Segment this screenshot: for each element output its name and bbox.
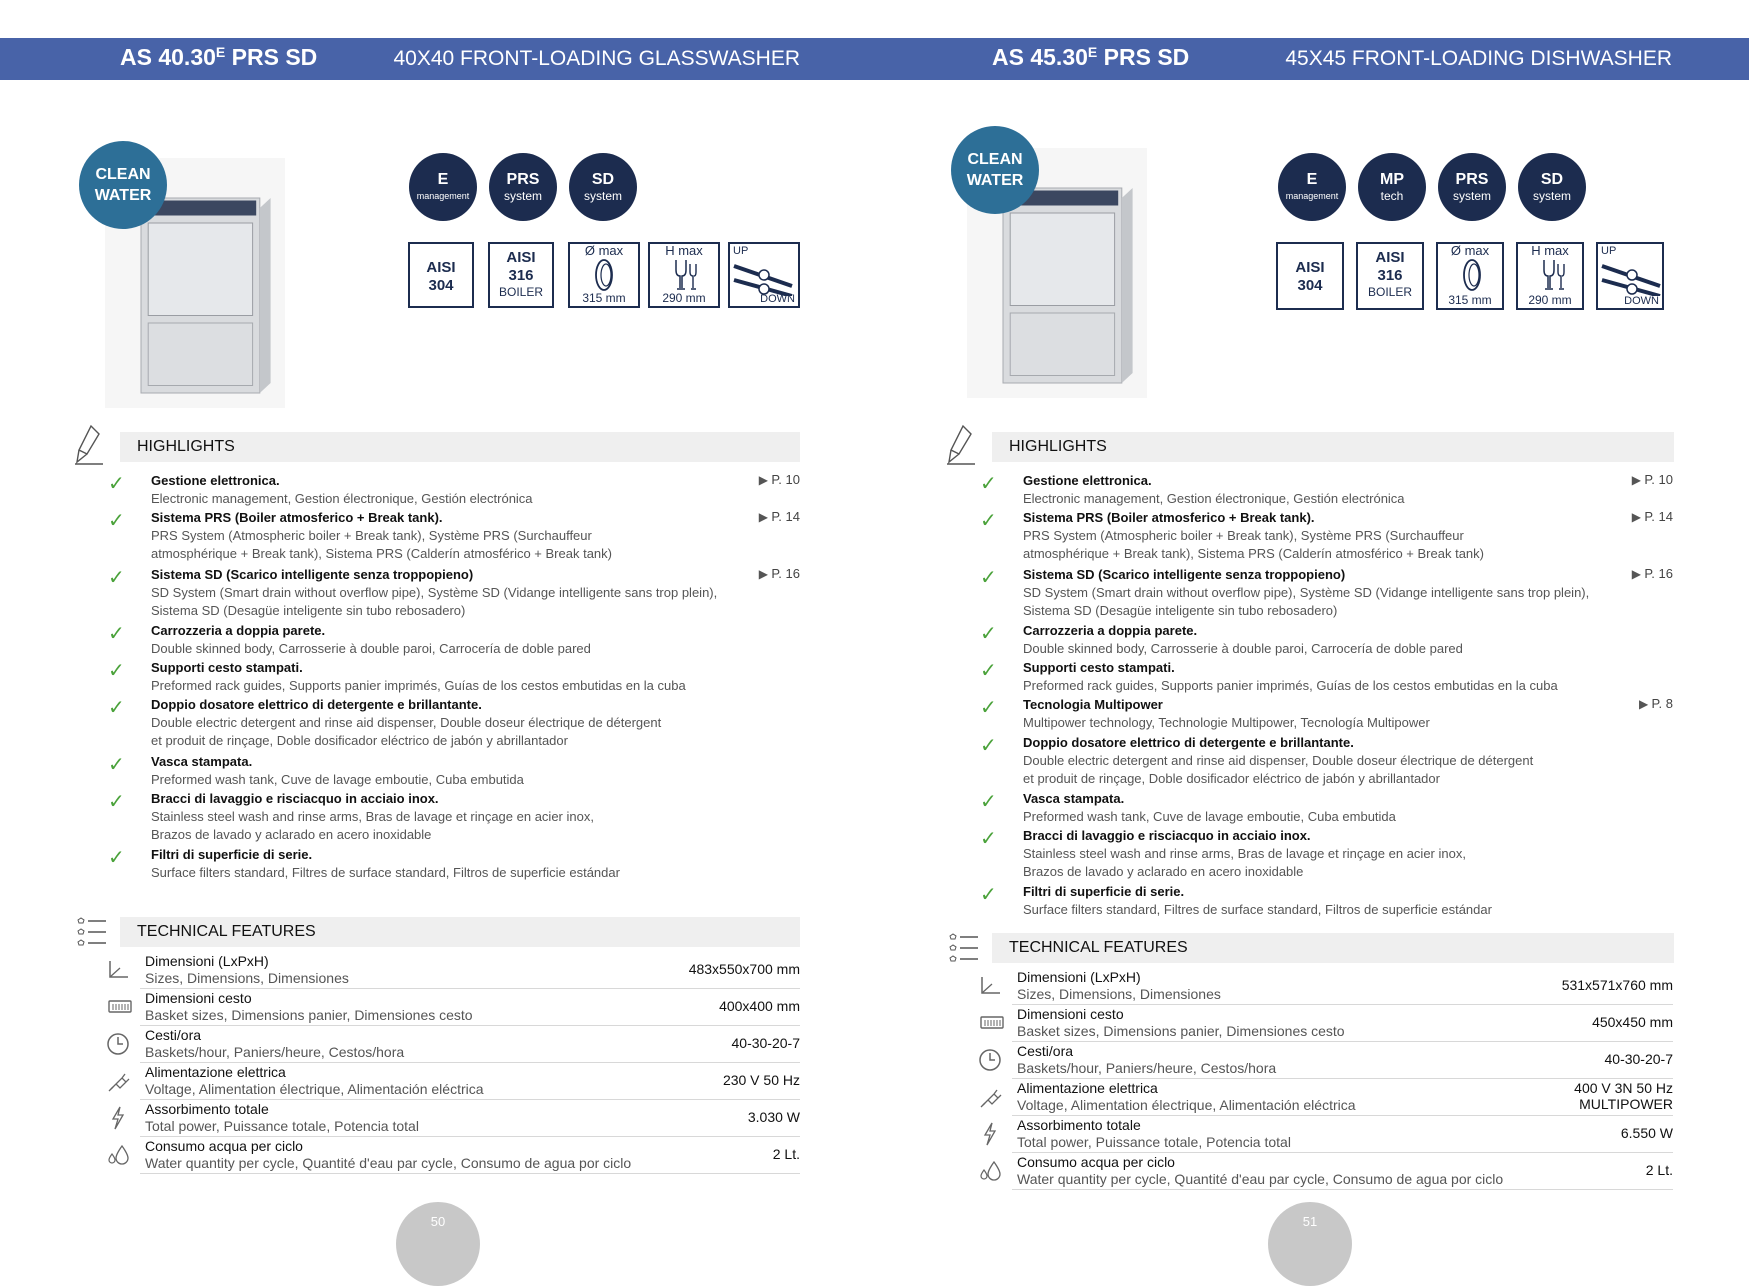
- highlight-item: [151, 509, 612, 563]
- feature-badge-sd: [1518, 153, 1586, 221]
- highlight-translation: SD System (Smart drain without overflow pipe), Système SD (Vidange intelligente sans trop plein),: [1023, 584, 1590, 600]
- spec-value: DOWN: [760, 293, 795, 305]
- spec-note: BOILER: [498, 285, 543, 299]
- highlight-title: Supporti cesto stampati.: [151, 660, 303, 675]
- spec-box-dmax: [568, 242, 640, 308]
- dimensions-icon: [106, 957, 134, 987]
- page-reference-text: P. 10: [771, 472, 800, 487]
- basket-icon: [978, 1010, 1006, 1040]
- spec-label: Ø max: [1450, 243, 1490, 258]
- highlight-title: Doppio dosatore elettrico di detergente e brillantante.: [1023, 734, 1354, 750]
- check-icon: ✓: [108, 658, 125, 682]
- check-icon: ✓: [980, 508, 997, 533]
- pointer-triangle-icon: ▶: [758, 473, 772, 487]
- tech-label: Cesti/ora: [145, 1027, 202, 1043]
- check-icon: ✓: [980, 882, 997, 907]
- highlight-title: Sistema SD (Scarico intelligente senza troppopieno): [151, 566, 474, 582]
- tech-value-line: 400x400 mm: [719, 998, 800, 1014]
- highlight-translation: Preformed rack guides, Supports panier imprimés, Guías de los cestos embutidas en la cuba: [151, 678, 686, 693]
- highlight-translation: Multipower technology, Technologie Multipower, Tecnología Multipower: [1023, 715, 1430, 731]
- highlight-item: [151, 846, 620, 882]
- plug-icon: [978, 1084, 1006, 1114]
- tech-value: [773, 1146, 800, 1162]
- clean-water-badge: [951, 126, 1039, 214]
- spec-label: H max: [1531, 243, 1569, 258]
- badge-subtitle: system: [1532, 189, 1571, 203]
- tech-label: Dimensioni (LxPxH): [1017, 969, 1141, 985]
- spec-value: 290 mm: [1528, 293, 1572, 307]
- check-icon: ✓: [980, 695, 997, 720]
- tech-value: [748, 1109, 800, 1125]
- spec-value: 316: [1377, 267, 1403, 284]
- model-superscript: E: [1087, 44, 1098, 60]
- bolt-icon: [106, 1105, 134, 1135]
- spec-value: 315 mm: [582, 291, 626, 305]
- page-reference-text: P. 16: [1644, 565, 1673, 581]
- spec-label: AISI: [426, 259, 456, 276]
- highlight-translation: Preformed wash tank, Cuve de lavage emboutie, Cuba embutida: [151, 771, 524, 787]
- spec-label: AISI: [1295, 259, 1325, 276]
- highlight-item: [151, 659, 686, 695]
- tech-value-line: 40-30-20-7: [731, 1035, 800, 1051]
- spec-value: 304: [428, 277, 454, 294]
- pointer-triangle-icon: ▶: [758, 510, 772, 525]
- highlight-title: Doppio dosatore elettrico di detergente e brillantante.: [151, 697, 482, 713]
- clock-icon: [978, 1047, 1006, 1077]
- check-icon: ✓: [108, 564, 125, 589]
- list-icon: [74, 916, 108, 952]
- highlights-title: HIGHLIGHTS: [137, 438, 235, 455]
- model-name: [120, 44, 317, 71]
- check-icon: ✓: [108, 508, 125, 533]
- page-reference-link[interactable]: [759, 509, 800, 524]
- highlight-translation: Surface filters standard, Filtres de surface standard, Filtros de superficie estándar: [1023, 902, 1492, 918]
- spec-label: Ø max: [584, 243, 624, 258]
- highlight-translation: Brazos de lavado y aclarado en acero inoxidable: [1023, 864, 1304, 880]
- tech-translation: Basket sizes, Dimensions panier, Dimensiones cesto: [1017, 1023, 1345, 1039]
- tech-translation: Sizes, Dimensions, Dimensiones: [1017, 986, 1221, 1002]
- tech-value-line: 6.550 W: [1620, 1125, 1673, 1141]
- page-reference-link[interactable]: [1632, 509, 1673, 524]
- tech-translation: Total power, Puissance totale, Potencia total: [145, 1118, 419, 1134]
- highlight-title: Bracci di lavaggio e risciacquo in acciaio inox.: [151, 790, 439, 806]
- highlight-translation: Preformed rack guides, Supports panier imprimés, Guías de los cestos embutidas en la cuba: [1023, 678, 1558, 693]
- highlight-title: Sistema SD (Scarico intelligente senza troppopieno): [1023, 566, 1346, 582]
- spec-value: DOWN: [1624, 295, 1659, 307]
- highlight-item: [151, 790, 594, 844]
- spec-value: 315 mm: [1448, 293, 1492, 307]
- tech-label: Assorbimento totale: [1017, 1117, 1141, 1133]
- page-reference-text: P. 8: [1651, 696, 1673, 712]
- tech-value: [1592, 1014, 1673, 1030]
- tech-label: Dimensioni cesto: [145, 990, 252, 1006]
- highlight-item: [151, 622, 591, 658]
- tech-value-line: 483x550x700 mm: [688, 961, 800, 977]
- model-prefix: AS 40.30: [120, 44, 216, 70]
- spec-label: UP: [1601, 245, 1617, 257]
- highlight-title: Supporti cesto stampati.: [1023, 660, 1175, 675]
- tech-value: [1621, 1125, 1673, 1141]
- tech-label: Cesti/ora: [1017, 1043, 1074, 1059]
- spec-value: 290 mm: [662, 291, 706, 305]
- highlight-title: Carrozzeria a doppia parete.: [1023, 622, 1198, 638]
- highlight-translation: Sistema SD (Desagüe inteligente sin tubo rebosadero): [1023, 602, 1338, 618]
- badge-title: E: [1306, 171, 1318, 188]
- highlight-item: [1023, 509, 1484, 563]
- highlight-translation: et produit de rinçage, Doble dosificador eléctrico de jabón y abrillantador: [151, 733, 568, 749]
- highlight-translation: Electronic management, Gestion électronique, Gestión electrónica: [151, 491, 533, 506]
- highlight-item: [151, 753, 524, 789]
- tech-value-line: 450x450 mm: [1592, 1014, 1673, 1030]
- highlight-title: Bracci di lavaggio e risciacquo in acciaio inox.: [1023, 828, 1311, 844]
- highlight-translation: Double skinned body, Carrosserie à double paroi, Carrocería de doble pared: [1023, 640, 1463, 656]
- highlight-title: Tecnologia Multipower: [1023, 697, 1163, 713]
- badge-title: PRS: [506, 171, 540, 188]
- highlight-title: Sistema PRS (Boiler atmosferico + Break tank).: [151, 510, 443, 526]
- highlight-item: [1023, 696, 1430, 732]
- highlight-translation: Double electric detergent and rinse aid dispenser, Double doseur électrique de détergent: [1023, 752, 1534, 768]
- highlight-translation: Electronic management, Gestion électronique, Gestión electrónica: [1023, 491, 1405, 506]
- water-drops-icon: [978, 1158, 1006, 1188]
- page-reference-link[interactable]: [759, 566, 800, 581]
- tech-label: Dimensioni cesto: [1017, 1006, 1124, 1022]
- check-icon: ✓: [980, 658, 997, 682]
- highlight-item: [1023, 790, 1396, 826]
- plate-icon: [1452, 258, 1492, 297]
- tech-label: Consumo acqua per ciclo: [1017, 1154, 1175, 1170]
- spec-value: 316: [508, 267, 534, 284]
- highlight-translation: Preformed wash tank, Cuve de lavage emboutie, Cuba embutida: [1023, 808, 1396, 824]
- tech-value: [1562, 977, 1673, 993]
- check-icon: ✓: [108, 788, 125, 813]
- pointer-triangle-icon: ▶: [758, 566, 772, 581]
- page-reference-text: P. 10: [1644, 472, 1673, 487]
- tech-value-line: 2 Lt.: [1645, 1162, 1673, 1178]
- check-icon: ✓: [108, 845, 125, 869]
- feature-badge-mp: [1358, 153, 1426, 221]
- model-name: [992, 44, 1189, 71]
- plug-icon: [106, 1068, 134, 1098]
- tech-title: TECHNICAL FEATURES: [137, 923, 316, 940]
- tech-label: Alimentazione elettrica: [145, 1064, 286, 1080]
- highlight-title: Filtri di superficie di serie.: [151, 847, 313, 862]
- highlighter-icon: [73, 424, 105, 470]
- product-description: 45X45 FRONT-LOADING DISHWASHER: [1285, 47, 1672, 70]
- tech-value: [1574, 1080, 1673, 1112]
- highlight-title: Vasca stampata.: [151, 753, 253, 769]
- badge-title: MP: [1380, 171, 1404, 188]
- check-icon: ✓: [108, 471, 125, 495]
- clean-water-line: WATER: [966, 172, 1024, 189]
- tech-value: [719, 998, 800, 1014]
- tech-value-line: 230 V 50 Hz: [722, 1072, 800, 1088]
- tech-translation: Voltage, Alimentation électrique, Alimentación eléctrica: [1017, 1097, 1356, 1113]
- check-icon: ✓: [980, 788, 997, 813]
- tech-translation: Voltage, Alimentation électrique, Alimentación eléctrica: [145, 1081, 484, 1097]
- tech-value-line: 2 Lt.: [772, 1146, 800, 1162]
- basket-icon: [106, 994, 134, 1024]
- spec-label: AISI: [1375, 249, 1405, 266]
- tech-translation: Water quantity per cycle, Quantité d'eau par cycle, Consumo de agua por ciclo: [145, 1155, 632, 1171]
- feature-badge-prs: [489, 153, 557, 221]
- spec-box-aisi316: [1356, 242, 1424, 310]
- pointer-triangle-icon: ▶: [1631, 510, 1645, 525]
- tech-translation: Basket sizes, Dimensions panier, Dimensiones cesto: [145, 1007, 473, 1023]
- glass-icon: [1532, 258, 1572, 297]
- clock-icon: [106, 1031, 134, 1061]
- highlight-translation: Stainless steel wash and rinse arms, Bras de lavage et rinçage en acier inox,: [151, 808, 594, 824]
- highlight-title: Carrozzeria a doppia parete.: [151, 622, 326, 638]
- badge-subtitle: system: [1452, 189, 1491, 203]
- spec-box-updown: [1596, 242, 1664, 310]
- tech-value-line: 40-30-20-7: [1604, 1051, 1673, 1067]
- highlight-translation: Sistema SD (Desagüe inteligente sin tubo rebosadero): [151, 602, 466, 618]
- tech-label: Dimensioni (LxPxH): [145, 953, 269, 969]
- dimensions-icon: [978, 973, 1006, 1003]
- page-reference-text: P. 16: [771, 565, 800, 581]
- spec-box-hmax: [648, 242, 720, 308]
- highlight-item: [151, 566, 717, 620]
- model-prefix: AS 45.30: [992, 44, 1088, 70]
- product-description: 40X40 FRONT-LOADING GLASSWASHER: [393, 47, 800, 70]
- spec-box-updown: [728, 242, 800, 308]
- highlight-translation: atmosphérique + Break tank), Sistema PRS (Calderín atmosférico + Break tank): [1023, 546, 1484, 562]
- badge-title: PRS: [1455, 171, 1489, 188]
- highlight-title: Gestione elettronica.: [151, 473, 280, 488]
- clean-water-line: CLEAN: [967, 151, 1023, 168]
- page-reference-link[interactable]: [759, 472, 800, 487]
- tech-translation: Sizes, Dimensions, Dimensiones: [145, 970, 349, 986]
- check-icon: ✓: [980, 620, 997, 645]
- badge-subtitle: management: [1285, 191, 1339, 201]
- check-icon: ✓: [108, 620, 125, 645]
- page-number: [1268, 1202, 1352, 1286]
- tech-translation: Total power, Puissance totale, Potencia total: [1017, 1134, 1291, 1150]
- highlight-title: Sistema PRS (Boiler atmosferico + Break tank).: [1023, 510, 1315, 526]
- list-icon: [946, 932, 980, 968]
- model-suffix: PRS SD: [1097, 44, 1190, 70]
- spec-box-aisi316: [488, 242, 554, 308]
- feature-badge-e: [409, 153, 477, 221]
- spec-box-hmax: [1516, 242, 1584, 310]
- tech-value-line: MULTIPOWER: [1579, 1096, 1673, 1112]
- tech-title: TECHNICAL FEATURES: [1009, 939, 1188, 956]
- check-icon: ✓: [108, 695, 125, 720]
- check-icon: ✓: [980, 471, 997, 495]
- water-drops-icon: [106, 1142, 134, 1172]
- model-suffix: PRS SD: [225, 44, 318, 70]
- badge-title: SD: [591, 171, 615, 188]
- page-reference-text: P. 14: [771, 509, 800, 525]
- spec-note: BOILER: [1367, 285, 1412, 299]
- badge-subtitle: tech: [1380, 189, 1404, 203]
- feature-badge-sd: [569, 153, 637, 221]
- highlight-translation: PRS System (Atmospheric boiler + Break tank), Système PRS (Surchauffeur: [1023, 528, 1464, 544]
- tech-label: Consumo acqua per ciclo: [145, 1138, 303, 1154]
- spec-box-dmax: [1436, 242, 1504, 310]
- pointer-triangle-icon: ▶: [1631, 566, 1645, 581]
- highlight-title: Filtri di superficie di serie.: [1023, 884, 1185, 900]
- check-icon: ✓: [108, 751, 125, 776]
- check-icon: ✓: [980, 564, 997, 589]
- tech-translation: Baskets/hour, Paniers/heure, Cestos/hora: [1017, 1060, 1277, 1076]
- spec-label: UP: [733, 245, 749, 257]
- clean-water-line: CLEAN: [95, 166, 151, 183]
- spec-box-aisi304: [1276, 242, 1344, 310]
- highlight-translation: Double electric detergent and rinse aid dispenser, Double doseur électrique de détergent: [151, 715, 662, 731]
- clean-water-badge: [79, 141, 167, 229]
- highlight-translation: SD System (Smart drain without overflow pipe), Système SD (Vidange intelligente sans trop plein),: [151, 584, 718, 600]
- page-reference-text: P. 14: [1644, 509, 1673, 525]
- tech-translation: Baskets/hour, Paniers/heure, Cestos/hora: [145, 1044, 405, 1060]
- tech-label: Alimentazione elettrica: [1017, 1080, 1158, 1096]
- spec-label: AISI: [506, 249, 536, 266]
- highlight-item: [1023, 622, 1463, 658]
- highlight-item: [151, 472, 533, 508]
- page-reference-link[interactable]: [1632, 566, 1673, 581]
- bolt-icon: [978, 1121, 1006, 1151]
- highlight-item: [151, 696, 661, 750]
- tech-value-line: 531x571x760 mm: [1561, 977, 1673, 993]
- highlight-translation: Surface filters standard, Filtres de surface standard, Filtros de superficie estándar: [151, 865, 620, 880]
- page-reference-link[interactable]: [1632, 472, 1673, 487]
- highlight-item: [1023, 472, 1405, 508]
- tech-value-line: 3.030 W: [747, 1109, 800, 1125]
- tech-value: [689, 961, 800, 977]
- highlight-item: [1023, 827, 1466, 881]
- tech-value: [723, 1072, 800, 1088]
- badge-title: E: [437, 171, 449, 188]
- check-icon: ✓: [980, 732, 997, 757]
- badge-title: SD: [1540, 171, 1564, 188]
- spec-box-aisi304: [408, 242, 474, 308]
- tech-translation: Water quantity per cycle, Quantité d'eau par cycle, Consumo de agua por ciclo: [1017, 1171, 1504, 1187]
- highlight-translation: Stainless steel wash and rinse arms, Bras de lavage et rinçage en acier inox,: [1023, 846, 1466, 862]
- highlighter-icon: [945, 424, 977, 470]
- highlight-item: [1023, 883, 1492, 919]
- highlight-item: [1023, 734, 1533, 788]
- page-number-text: 50: [430, 1214, 446, 1229]
- page-reference-link[interactable]: [1639, 696, 1673, 711]
- badge-subtitle: system: [583, 189, 622, 203]
- spec-label: H max: [665, 243, 703, 258]
- highlight-translation: et produit de rinçage, Doble dosificador eléctrico de jabón y abrillantador: [1023, 770, 1440, 786]
- highlight-item: [1023, 566, 1589, 620]
- pointer-triangle-icon: ▶: [1631, 473, 1645, 487]
- pointer-triangle-icon: ▶: [1638, 697, 1652, 712]
- tech-value: [1605, 1051, 1674, 1067]
- highlight-translation: atmosphérique + Break tank), Sistema PRS (Calderín atmosférico + Break tank): [151, 546, 612, 562]
- highlight-title: Vasca stampata.: [1023, 790, 1125, 806]
- page-number-text: 51: [1302, 1214, 1318, 1229]
- clean-water-line: WATER: [94, 187, 152, 204]
- feature-badge-prs: [1438, 153, 1506, 221]
- highlights-title: HIGHLIGHTS: [1009, 438, 1107, 455]
- highlight-translation: Double skinned body, Carrosserie à double paroi, Carrocería de doble pared: [151, 640, 591, 656]
- spec-value: 304: [1297, 277, 1323, 294]
- check-icon: ✓: [980, 826, 997, 851]
- highlight-item: [1023, 659, 1558, 695]
- highlight-title: Gestione elettronica.: [1023, 473, 1152, 488]
- tech-value-line: 400 V 3N 50 Hz: [1574, 1080, 1673, 1096]
- page-number: [396, 1202, 480, 1286]
- tech-value: [1646, 1162, 1673, 1178]
- highlight-translation: PRS System (Atmospheric boiler + Break tank), Système PRS (Surchauffeur: [151, 528, 592, 544]
- tech-value: [732, 1035, 801, 1051]
- highlight-translation: Brazos de lavado y aclarado en acero inoxidable: [151, 826, 432, 842]
- badge-subtitle: system: [503, 189, 542, 203]
- badge-subtitle: management: [416, 191, 470, 201]
- model-superscript: E: [215, 44, 226, 60]
- tech-label: Assorbimento totale: [145, 1101, 269, 1117]
- feature-badge-e: [1278, 153, 1346, 221]
